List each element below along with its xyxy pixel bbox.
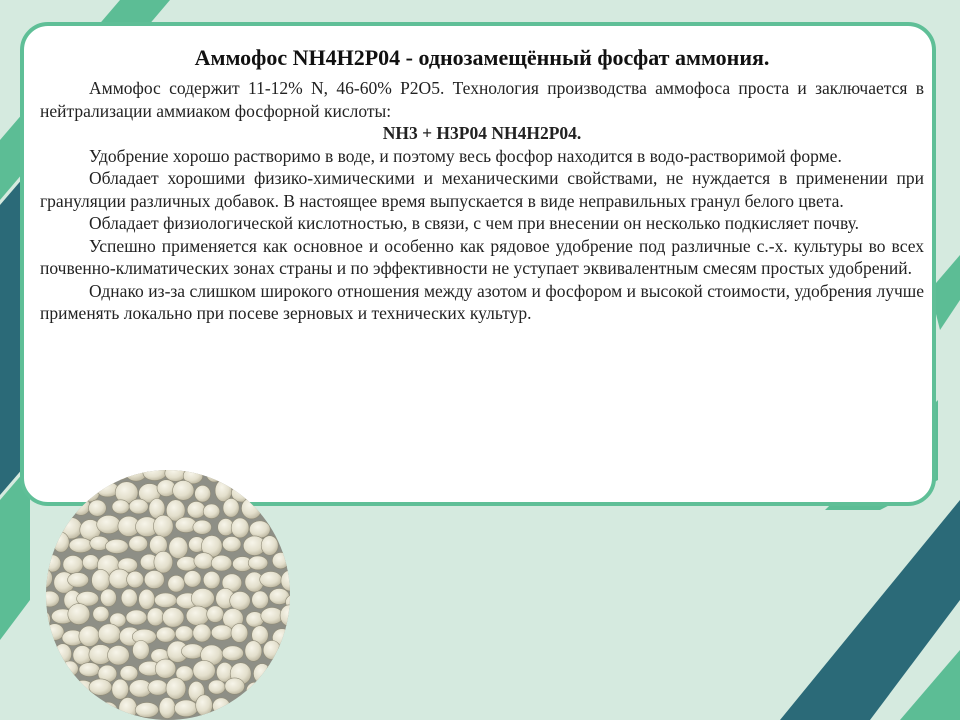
granule	[193, 660, 215, 680]
granule	[82, 555, 99, 570]
granule	[245, 641, 262, 662]
granule	[148, 680, 168, 695]
granule	[222, 537, 241, 552]
granule	[155, 659, 176, 678]
granule	[40, 698, 61, 716]
granule	[61, 661, 78, 676]
granule	[98, 624, 120, 644]
granule	[89, 500, 107, 516]
granule	[173, 481, 194, 501]
content-card	[20, 22, 936, 506]
granule	[83, 697, 99, 713]
granule	[166, 678, 186, 700]
granule	[279, 499, 300, 518]
granule	[194, 553, 214, 569]
granule	[293, 520, 300, 535]
granule	[68, 604, 90, 625]
granule	[162, 608, 184, 628]
granule	[267, 662, 288, 679]
paragraph-application: Успешно применяется как основное и особенно как рядовое удобрение под различные с.-х. культуры во всех почвенно-климатических зонах страны и по эффективности не уступает эквивалентным смесям простых удобрений.	[40, 235, 924, 278]
granule	[126, 610, 147, 625]
paragraph-properties: Обладает хорошими физико-химическими и механическими свойствами, не нуждается в применении при грануляции различных добавок. В настоящее время выпускается в виде неправильных гранул белого цвета.	[40, 168, 924, 211]
granule	[79, 663, 100, 677]
granule	[53, 470, 70, 484]
granule	[159, 698, 175, 719]
granule	[184, 571, 201, 588]
slide-body	[40, 77, 924, 325]
granule	[121, 589, 137, 607]
granule	[273, 516, 292, 533]
granule	[51, 503, 74, 518]
paragraph-solubility: Удобрение хорошо растворимо в воде, и поэтому весь фосфор находится в водо-растворимой форме.	[89, 145, 842, 166]
granule	[222, 646, 243, 661]
granule	[72, 470, 90, 483]
granule	[193, 520, 212, 534]
granule	[69, 538, 92, 553]
granule	[292, 700, 301, 719]
granule	[261, 470, 283, 482]
granule	[292, 664, 300, 679]
granule	[203, 571, 220, 588]
granule	[278, 677, 300, 695]
granule	[231, 624, 248, 643]
granule	[175, 626, 193, 641]
granule	[231, 518, 249, 538]
granule	[156, 627, 175, 642]
granule	[64, 481, 84, 499]
granule	[272, 552, 289, 568]
granule	[40, 470, 51, 481]
granule	[203, 504, 220, 519]
granule	[248, 556, 268, 570]
ammophos-granules-photo	[40, 470, 300, 720]
granule	[278, 470, 298, 479]
granule	[129, 536, 148, 552]
granule	[169, 537, 188, 559]
granule	[211, 625, 232, 640]
granule	[280, 605, 298, 626]
granule	[91, 470, 111, 478]
granule	[225, 678, 245, 694]
granule	[196, 695, 213, 716]
granule	[40, 645, 50, 660]
granule	[193, 624, 211, 642]
granule	[53, 683, 75, 698]
granule	[288, 624, 300, 642]
granule	[127, 571, 144, 588]
granule	[98, 702, 118, 717]
granule	[112, 679, 129, 699]
paragraph-composition: Аммофос содержит 11-12% N, 46-60% P2O5. Технология производства аммофоса проста и заключается в нейтрализации аммиаком фосфорной кислоты:	[40, 78, 924, 121]
granule	[186, 606, 209, 625]
granule	[144, 570, 164, 588]
granule	[211, 555, 232, 571]
granule	[252, 591, 269, 609]
granule	[135, 702, 158, 717]
granule	[40, 521, 63, 538]
paragraph-limitations: Однако из-за слишком широкого отношения между азотом и фосфором и высокой стоимости, удобрения лучше применять локально при посеве зерновых и технических культур.	[40, 280, 924, 323]
granule	[241, 498, 261, 519]
reaction-formula: NH3 + H3P04 NH4H2P04.	[382, 123, 582, 143]
granule	[247, 485, 270, 501]
granule	[155, 593, 177, 608]
granule	[139, 589, 155, 609]
granule	[261, 536, 278, 556]
granule	[40, 499, 49, 513]
granule	[187, 501, 205, 518]
granule	[105, 539, 128, 553]
granule	[287, 554, 300, 575]
granule	[278, 641, 297, 662]
granule	[207, 606, 224, 623]
granule	[45, 624, 64, 641]
paragraph-acidity: Обладает физиологической кислотностью, в связи, с чем при внесении он несколько подкисляет почву.	[89, 213, 859, 233]
granule	[72, 497, 90, 515]
granule	[252, 700, 270, 715]
granule	[154, 551, 173, 573]
granule	[40, 481, 60, 500]
granule	[230, 591, 251, 610]
granule	[80, 484, 100, 502]
granule	[153, 515, 173, 537]
slide-title: Аммофос NH4H2P04 - однозамещённый фосфат аммония.	[194, 45, 770, 70]
granule	[92, 569, 110, 591]
granule	[224, 470, 241, 483]
granule	[63, 555, 83, 573]
granule	[60, 698, 79, 714]
granule	[147, 608, 164, 626]
granule	[249, 521, 270, 538]
granule	[281, 570, 300, 591]
granule	[174, 700, 197, 717]
granule	[40, 678, 51, 698]
granule	[263, 498, 280, 519]
granule	[241, 470, 261, 483]
granule	[260, 681, 280, 699]
granule	[41, 663, 63, 680]
granule	[195, 485, 211, 502]
granule	[213, 698, 231, 715]
granule	[291, 483, 300, 504]
granule	[191, 589, 214, 609]
granule	[89, 679, 112, 695]
granule	[246, 682, 263, 699]
granule	[129, 499, 148, 514]
granule	[168, 575, 185, 592]
granule	[120, 666, 138, 681]
granule	[44, 555, 61, 572]
granule	[97, 515, 121, 533]
granule	[40, 535, 53, 553]
granule	[100, 589, 116, 607]
granule	[266, 479, 288, 499]
granule	[270, 700, 290, 715]
granule	[230, 702, 254, 716]
granule	[53, 532, 69, 552]
granule	[40, 591, 59, 607]
granule	[79, 626, 99, 647]
granule	[253, 664, 270, 684]
granule	[108, 645, 130, 665]
granule	[119, 697, 137, 719]
granule	[263, 641, 281, 660]
granule	[223, 498, 239, 517]
granule	[133, 641, 150, 660]
granule	[284, 537, 301, 554]
granule	[208, 680, 225, 694]
granule	[260, 572, 282, 588]
granule	[68, 573, 89, 588]
granule	[93, 606, 109, 621]
granule	[112, 500, 129, 514]
